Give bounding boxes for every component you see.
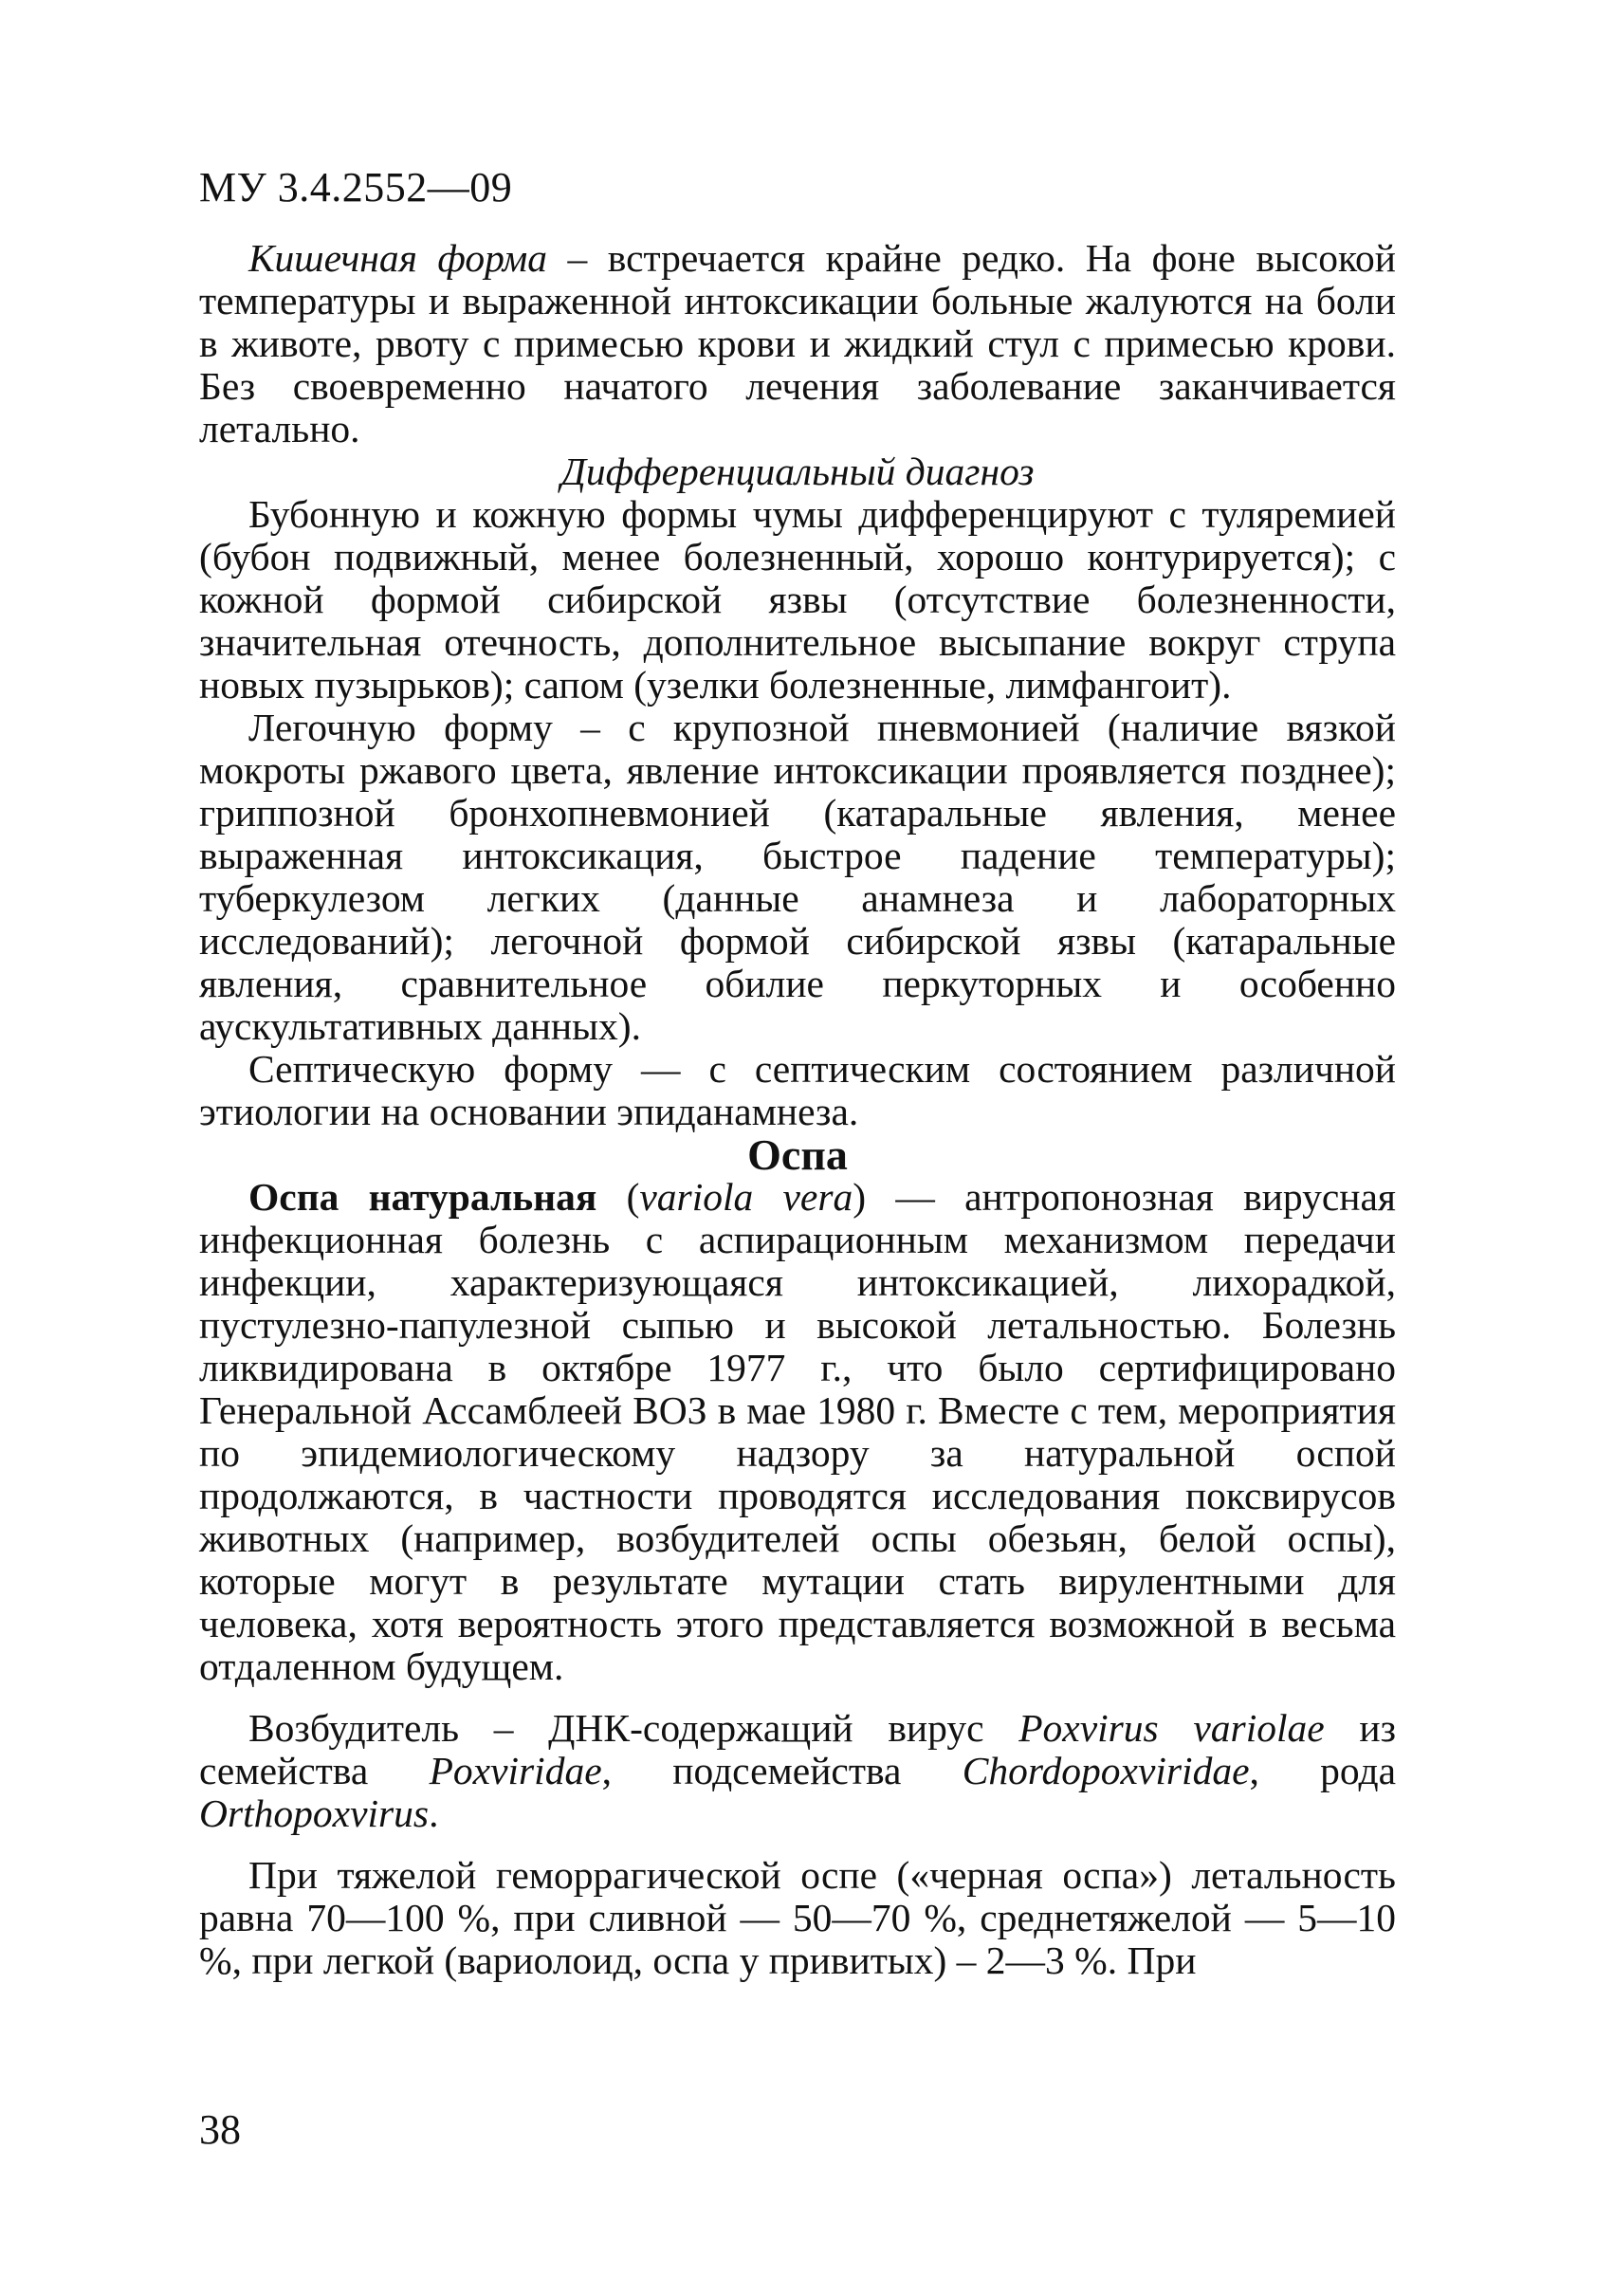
- section-title-smallpox: Оспа: [747, 1130, 848, 1179]
- paragraph-pathogen: [199, 1707, 1396, 1835]
- text-fragment: Возбудитель – ДНК-содержащий вирус: [248, 1706, 1019, 1750]
- text-fragment: , подсемейства: [601, 1749, 963, 1792]
- text-fragment: из семейства: [199, 1706, 1396, 1792]
- latin-variola-vera: variola vera: [639, 1175, 853, 1219]
- page-number: 38: [199, 2106, 241, 2153]
- text-fragment: , рода: [1249, 1749, 1397, 1792]
- paragraph-septic: Септическую форму — с септическим состоянием различной этиологии на основании эпиданамнеза.: [199, 1047, 1396, 1133]
- paragraph-intestinal-form: [199, 237, 1396, 450]
- latin-chordopoxviridae: Chordopoxviridae: [962, 1749, 1250, 1792]
- latin-orthopoxvirus: Orthopoxvirus: [199, 1791, 430, 1835]
- paragraph-mortality: При тяжелой геморрагической оспе («черная оспа») летальность равна 70—100 %, при сливной — 50—70 %, среднетяжелой — 5—10 %, при легкой (вариолоид, оспа у привитых) – 2—3 %. При: [199, 1853, 1396, 1982]
- text-fragment: (: [596, 1175, 640, 1219]
- term-intestinal-form: Кишечная форма: [248, 236, 548, 280]
- paragraph-smallpox-definition: [199, 1176, 1396, 1688]
- paragraph-text: – встречается крайне редко. На фоне высокой температуры и выраженной интоксикации больные жалуются на боли в животе, рвоту с примесью крови и жидкий стул с примесью крови. Без своевременно начатого лечения заболевание заканчивается летально.: [199, 236, 1396, 450]
- document-body: [199, 237, 1396, 1982]
- term-smallpox: Оспа натуральная: [248, 1175, 597, 1219]
- text-fragment: .: [429, 1791, 439, 1835]
- subheading-differential-diagnosis: Дифференциальный диагноз: [560, 450, 1035, 493]
- latin-poxviridae: Poxviridae: [429, 1749, 602, 1792]
- latin-poxvirus-variolae: Poxvirus variolae: [1018, 1706, 1325, 1750]
- paragraph-pulmonary: Легочную форму – с крупозной пневмонией (наличие вязкой мокроты ржавого цвета, явление интоксикации проявляется позднее); гриппозной бронхопневмонией (катаральные явления, менее выраженная интоксикация, быстрое падение температуры); туберкулезом легких (данные анамнеза и лабораторных исследований); легочной формой сибирской язвы (катаральные явления, сравнительное обилие перкуторных и особенно аускультативных данных).: [199, 706, 1396, 1048]
- paragraph-bubonic-cutaneous: Бубонную и кожную формы чумы дифференцируют с туляремией (бубон подвижный, менее болезненный, хорошо контурируется); с кожной формой сибирской язвы (отсутствие болезненности, значительная отечность, дополнительное высыпание вокруг струпа новых пузырьков); сапом (узелки болезненные, лимфангоит).: [199, 492, 1396, 707]
- paragraph-text: ) — антропонозная вирусная инфекционная болезнь с аспирационным механизмом передачи инфекции, характеризующаяся интоксикацией, лихорадкой, пустулезно-папулезной сыпью и высокой летальностью. Болезнь ликвидирована в октябре 1977 г., что было сертифицировано Генеральной Ассамблеей ВОЗ в мае 1980 г. Вместе с тем, мероприятия по эпидемиологическому надзору за натуральной оспой продолжаются, в частности проводятся исследования поксвирусов животных (например, возбудителей оспы обезьян, белой оспы), которые могут в результате мутации стать вирулентными для человека, хотя вероятность этого представляется возможной в весьма отдаленном будущем.: [199, 1175, 1397, 1688]
- document-code: МУ 3.4.2552—09: [199, 164, 513, 211]
